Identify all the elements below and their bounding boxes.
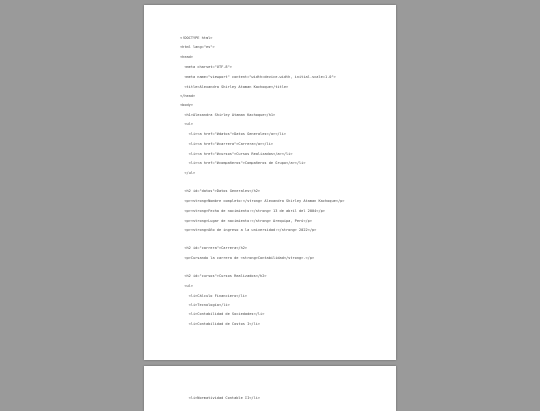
code-line: <!DOCTYPE html>	[180, 36, 213, 40]
code-line: <html lang="es">	[180, 45, 215, 49]
code-line: <li>Normatividad Contable II</li>	[180, 396, 261, 400]
code-line: <li>Contabilidad de Costos I</li>	[180, 322, 261, 326]
code-line: <body>	[180, 103, 193, 107]
code-line: <title>Alexandra Shirley Ataman Kachoque</title>	[180, 85, 289, 89]
code-line: <p><strong>Fecha de nacimiento:</strong> 13 de abril del 2004</p>	[180, 209, 325, 213]
code-line: <li><a href="#carrera">Carrera</a></li>	[180, 142, 274, 146]
code-line: <h2 id="carrera">Carrera</h2>	[180, 246, 248, 250]
code-line: <h1>Alexandra Shirley Ataman Kachoque</h1>	[180, 113, 276, 117]
code-line: <ul>	[180, 122, 193, 126]
code-line: <meta charset="UTF-8">	[180, 65, 232, 69]
code-line: <meta name="viewport" content="width=device-width, initial-scale=1.0">	[180, 75, 336, 79]
code-line: <ul>	[180, 284, 193, 288]
code-line: <p><strong>Nombre completo:</strong> Alexandra Shirley Ataman Kachoque</p>	[180, 199, 345, 203]
code-line: <li>Tecnología</li>	[180, 303, 230, 307]
code-line: <p><strong>Lugar de nacimiento:</strong> Arequipa, Perú</p>	[180, 219, 312, 223]
code-line: <h2 id="datos">Datos Generales</h2>	[180, 189, 261, 193]
code-line: <li><a href="#cursos">Cursos Realizados</a></li>	[180, 152, 293, 156]
document-page-2	[144, 366, 396, 411]
code-line: </ul>	[180, 171, 196, 175]
code-line: <h2 id="cursos">Cursos Realizados</h2>	[180, 274, 267, 278]
code-line: <p><strong>Año de ingreso a la universidad:</strong> 2022</p>	[180, 228, 317, 232]
code-line: <li><a href="#datos">Datos Generales</a></li>	[180, 132, 287, 136]
document-page-1	[144, 5, 396, 360]
code-line: <li><a href="#compañeros">Compañeros de Grupo</a></li>	[180, 161, 306, 165]
code-line: </head>	[180, 94, 196, 98]
code-line: <li>Cálculo Financiero</li>	[180, 294, 248, 298]
code-line: <p>Cursando la carrera de <strong>Contabilidad</strong>.</p>	[180, 256, 315, 260]
code-line: <head>	[180, 55, 193, 59]
code-line: <li>Contabilidad de Sociedades</li>	[180, 312, 265, 316]
